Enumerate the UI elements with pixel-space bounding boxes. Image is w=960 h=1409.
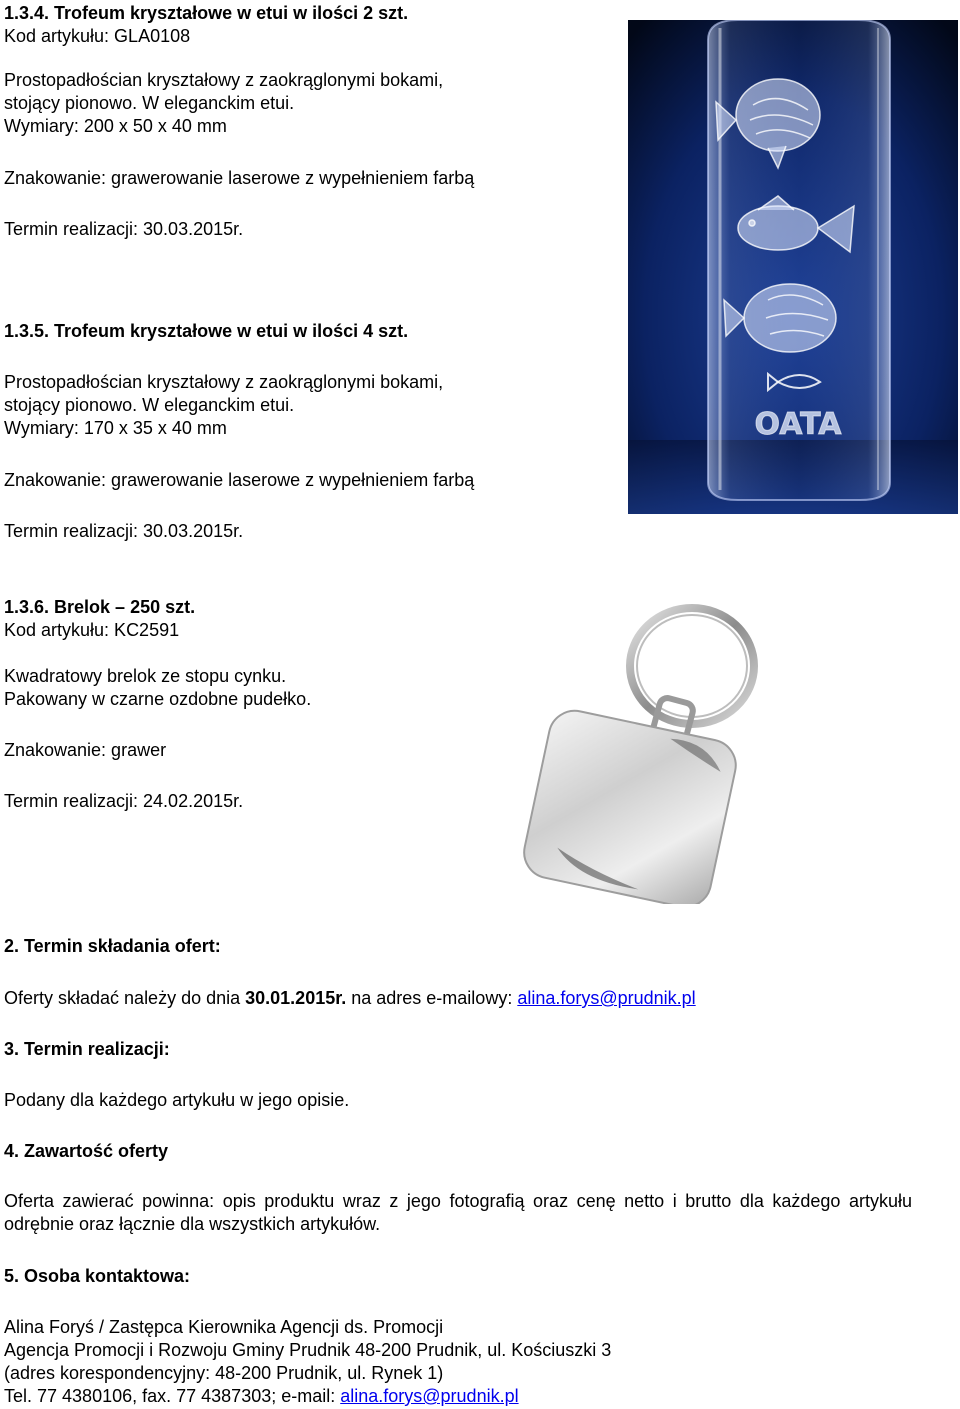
section-3-heading: 3. Termin realizacji: (4, 1039, 170, 1059)
item-135-desc-2: stojący pionowo. W eleganckim etui. (4, 395, 295, 415)
crystal-trophy-photo (628, 20, 958, 514)
section-2-text-prefix: Oferty składać należy do dnia (4, 988, 246, 1008)
section-2-text (4, 987, 696, 1009)
item-134-desc-2: stojący pionowo. W eleganckim etui. (4, 93, 295, 113)
keyring-photo (516, 604, 776, 904)
section-5-heading: 5. Osoba kontaktowa: (4, 1266, 191, 1286)
offer-email-link[interactable]: alina.forys@prudnik.pl (517, 988, 696, 1008)
item-135-desc-1: Prostopadłościan kryształowy z zaokrąglonymi bokami, (4, 372, 444, 392)
contact-line-4 (4, 1385, 519, 1407)
contact-phone-fax: Tel. 77 4380106, fax. 77 4387303; e-mail: (4, 1386, 341, 1406)
section-2-text-mid: na adres e-mailowy: (346, 988, 518, 1008)
item-136-heading: 1.3.6. Brelok – 250 szt. (4, 597, 196, 617)
section-4-heading: 4. Zawartość oferty (4, 1141, 169, 1161)
item-136-marking: Znakowanie: grawer (4, 740, 167, 760)
item-134-deadline: Termin realizacji: 30.03.2015r. (4, 219, 244, 239)
item-135-marking: Znakowanie: grawerowanie laserowe z wypełnieniem farbą (4, 470, 475, 490)
contact-line-1: Alina Foryś / Zastępca Kierownika Agencji ds. Promocji (4, 1317, 444, 1337)
item-136-desc-1: Kwadratowy brelok ze stopu cynku. (4, 666, 287, 686)
item-134-dimensions: Wymiary: 200 x 50 x 40 mm (4, 116, 227, 136)
item-134-marking: Znakowanie: grawerowanie laserowe z wypełnieniem farbą (4, 168, 475, 188)
item-135-dimensions: Wymiary: 170 x 35 x 40 mm (4, 418, 227, 438)
section-4-text: Oferta zawierać powinna: opis produktu wraz z jego fotografią oraz cenę netto i brutto dla każdego artykułu odrębnie oraz łącznie dla wszystkich artykułów. (4, 1191, 912, 1234)
offer-deadline-date: 30.01.2015r. (245, 988, 347, 1008)
item-135-deadline: Termin realizacji: 30.03.2015r. (4, 521, 244, 541)
contact-line-3: (adres korespondencyjny: 48-200 Prudnik, ul. Rynek 1) (4, 1363, 444, 1383)
item-134-heading: 1.3.4. Trofeum kryształowe w etui w ilości 2 szt. (4, 3, 409, 23)
item-135-heading: 1.3.5. Trofeum kryształowe w etui w ilości 4 szt. (4, 321, 409, 341)
contact-line-2: Agencja Promocji i Rozwoju Gminy Prudnik 48-200 Prudnik, ul. Kościuszki 3 (4, 1340, 612, 1360)
item-136-code: Kod artykułu: KC2591 (4, 620, 180, 640)
item-134-code: Kod artykułu: GLA0108 (4, 26, 191, 46)
contact-email-link[interactable]: alina.forys@prudnik.pl (340, 1386, 519, 1406)
trophy-logo-text: OATA (754, 407, 842, 442)
item-136-deadline: Termin realizacji: 24.02.2015r. (4, 791, 244, 811)
section-2-heading: 2. Termin składania ofert: (4, 936, 221, 956)
item-134-desc-1: Prostopadłościan kryształowy z zaokrąglonymi bokami, (4, 70, 444, 90)
item-136-desc-2: Pakowany w czarne ozdobne pudełko. (4, 689, 312, 709)
section-3-text: Podany dla każdego artykułu w jego opisie. (4, 1090, 350, 1110)
